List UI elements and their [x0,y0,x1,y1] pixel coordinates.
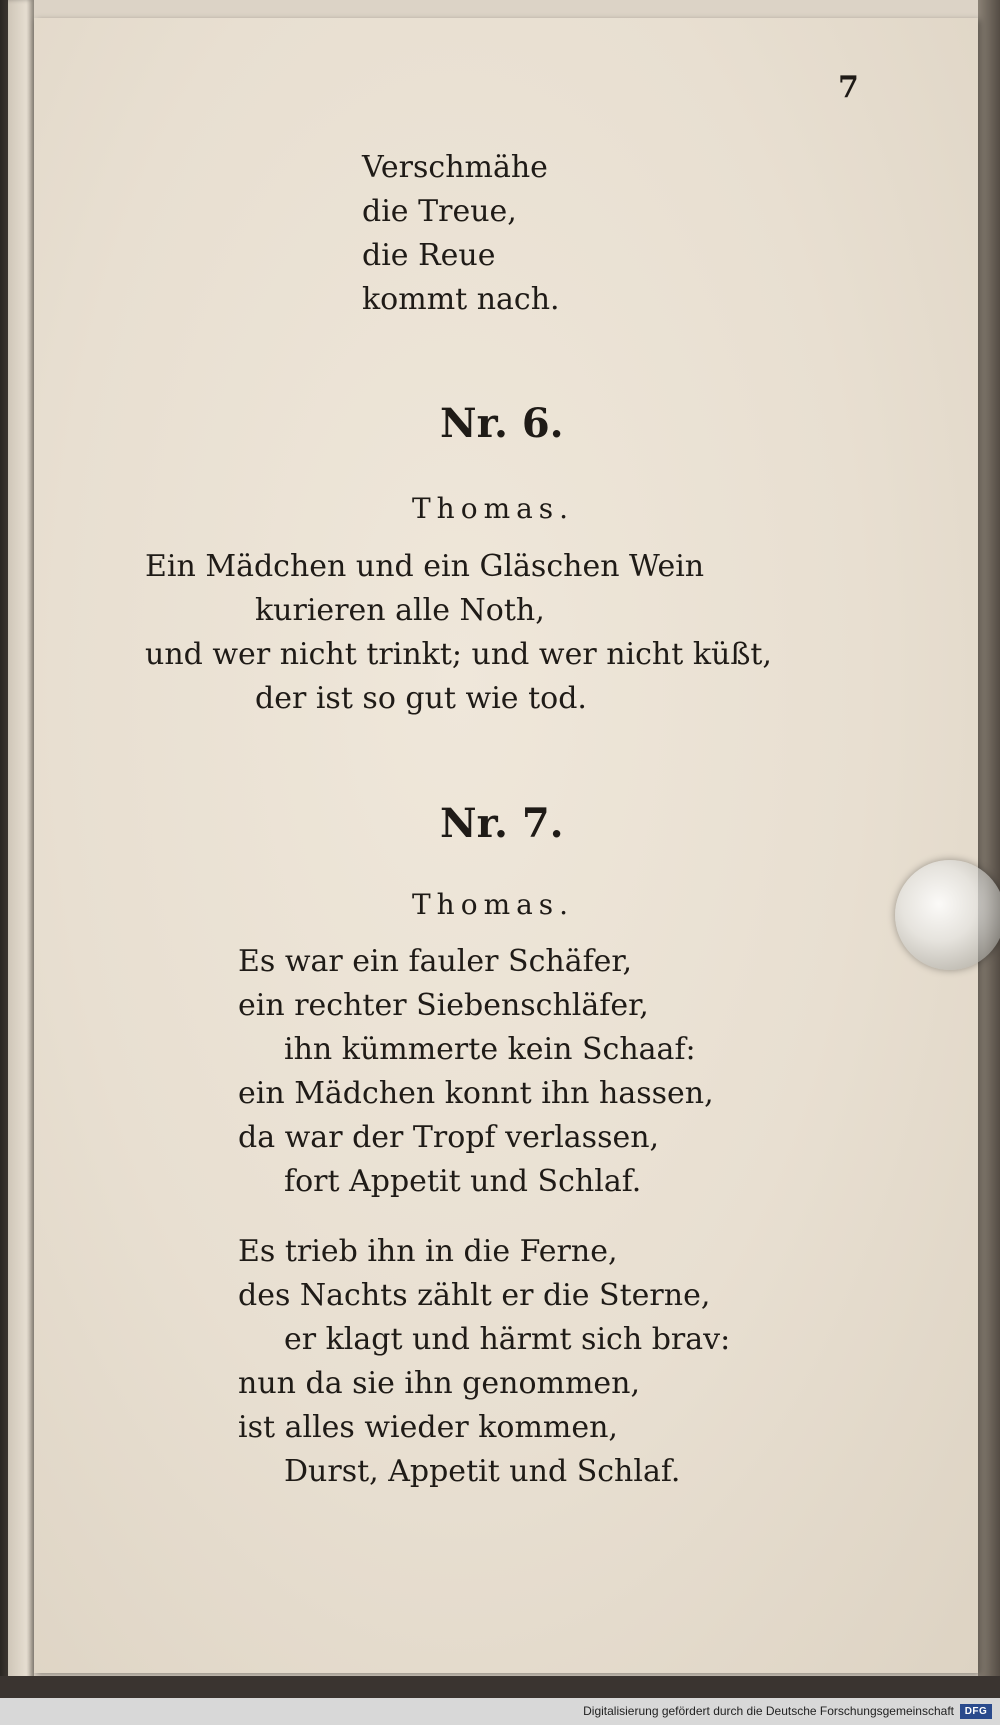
section-7-stanza-2 [238,1230,730,1494]
section-7-heading: Nr. 7. [440,800,564,847]
verse-line: und wer nicht trinkt; und wer nicht küßt, [145,637,772,672]
section-6-heading: Nr. 6. [440,400,564,447]
verse-line: ist alles wieder kommen, [238,1410,618,1445]
verse-line: Durst, Appetit und Schlaf. [284,1454,681,1489]
digitization-credit-footer [0,1698,1000,1725]
footer-credit-text: Digitalisierung gefördert durch die Deutsche Forschungsgemeinschaft [583,1704,954,1718]
verse-line: fort Appetit und Schlaf. [284,1164,642,1199]
verse-line: nun da sie ihn genommen, [238,1366,641,1401]
verse-line: des Nachts zählt er die Sterne, [238,1278,711,1313]
scan-right-edge [978,0,1000,1700]
section-7-speaker: Thomas. [412,888,575,921]
page-clip [895,860,1000,970]
verse-line: kommt nach. [362,282,560,317]
verse-line: Es trieb ihn in die Ferne, [238,1234,618,1269]
previous-page-edge [8,0,34,1725]
verse-line: Es war ein fauler Schäfer, [238,944,633,979]
intro-verse [362,146,560,322]
dfg-logo: DFG [960,1704,992,1719]
verse-line: die Reue [362,238,496,273]
verse-line: der ist so gut wie tod. [255,681,587,716]
section-7-stanza-1 [238,940,714,1204]
section-6-verse [145,545,772,721]
verse-line: die Treue, [362,194,517,229]
verse-line: da war der Tropf verlassen, [238,1120,660,1155]
verse-line: ein rechter Siebenschläfer, [238,988,649,1023]
verse-line: Ein Mädchen und ein Gläschen Wein [145,549,705,584]
verse-line: er klagt und härmt sich brav: [284,1322,731,1357]
verse-line: kurieren alle Noth, [255,593,545,628]
scan-bottom-edge [0,1676,1000,1698]
verse-line: Verschmähe [362,150,548,185]
verse-line: ein Mädchen konnt ihn hassen, [238,1076,714,1111]
section-6-speaker: Thomas. [412,492,575,525]
page-number: 7 [838,70,859,105]
verse-line: ihn kümmerte kein Schaaf: [284,1032,696,1067]
